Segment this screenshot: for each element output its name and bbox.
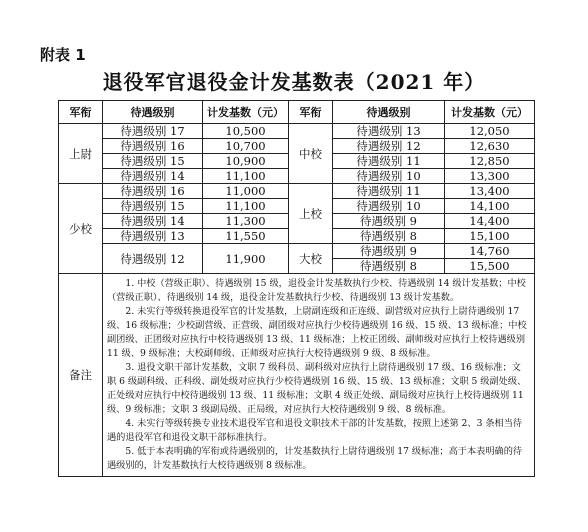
rank-cell: 少校	[59, 184, 103, 274]
notes-row	[59, 274, 535, 477]
level-cell: 待遇级别 14	[103, 169, 203, 184]
level-cell: 待遇级别 8	[333, 259, 445, 274]
level-cell: 待遇级别 14	[103, 214, 203, 229]
table-row	[59, 124, 535, 139]
rank-cell: 上校	[289, 184, 333, 244]
level-cell: 待遇级别 9	[333, 214, 445, 229]
base-cell: 15,500	[445, 259, 535, 274]
level-cell: 待遇级别 17	[103, 124, 203, 139]
base-cell: 15,100	[445, 229, 535, 244]
pay-base-table	[58, 100, 535, 477]
rank-cell: 大校	[289, 244, 333, 274]
base-cell: 11,100	[203, 199, 289, 214]
base-cell: 11,300	[203, 214, 289, 229]
base-cell: 11,100	[203, 169, 289, 184]
table-row	[59, 184, 535, 199]
base-cell: 13,400	[445, 184, 535, 199]
note-item: 5. 低于本表明确的军衔或待遇级别的，计发基数执行上尉待遇级别 17 级标准；高于本表明确的待遇级别的，计发基数执行大校待遇级别 8 级标准。	[107, 446, 523, 471]
base-cell: 11,550	[203, 229, 289, 244]
base-cell: 12,050	[445, 124, 535, 139]
base-cell: 10,900	[203, 154, 289, 169]
note-item: 4. 未实行等级转换专业技术退役军官和退役文职技术干部的计发基数，按照上述第 2、3 条相当待遇的退役军官和退役文职干部标准执行。	[107, 418, 523, 443]
level-cell: 待遇级别 15	[103, 199, 203, 214]
header-rank-left: 军衔	[59, 101, 103, 124]
notes-content	[103, 274, 535, 477]
header-base-right: 计发基数（元）	[445, 101, 535, 124]
rank-cell: 中校	[289, 124, 333, 184]
base-cell: 10,500	[203, 124, 289, 139]
header-row	[59, 101, 535, 124]
base-cell: 12,850	[445, 154, 535, 169]
table-row	[59, 244, 535, 259]
appendix-label: 附表 1	[40, 46, 86, 64]
header-level-left: 待遇级别	[103, 101, 203, 124]
document-title: 退役军官退役金计发基数表（2021 年）	[102, 70, 486, 94]
level-cell: 待遇级别 9	[333, 244, 445, 259]
level-cell: 待遇级别 8	[333, 229, 445, 244]
base-cell: 14,400	[445, 214, 535, 229]
header-base-left: 计发基数（元）	[203, 101, 289, 124]
level-cell: 待遇级别 10	[333, 199, 445, 214]
level-cell: 待遇级别 12	[333, 139, 445, 154]
level-cell: 待遇级别 16	[103, 184, 203, 199]
rank-cell: 上尉	[59, 124, 103, 184]
note-item: 2. 未实行等级转换退役军官的计发基数，上尉副连级和正连级、副营级对应执行上尉待遇级别 17 级、16 级标准；少校副营级、正营级、副团级对应执行少校待遇级别 16 级、15 级、13 级标准；中校副团级、正团级对应执行中校待遇级别 13 级、11 级标准；上校正团级、副师级对应执行上校待遇级别 11 级、9 级标准；大校副师级、正师级对应执行大校待遇级别 9 级、8 级标准。	[107, 306, 527, 359]
level-cell: 待遇级别 11	[333, 184, 445, 199]
base-cell: 10,700	[203, 139, 289, 154]
level-cell: 待遇级别 11	[333, 154, 445, 169]
level-cell: 待遇级别 12	[103, 244, 203, 274]
header-level-right: 待遇级别	[333, 101, 445, 124]
note-item: 3. 退役文职干部计发基数，文职 7 级科员、副科级对应执行上尉待遇级别 17 级、16 级标准；文职 6 级副科级、正科级、副处级对应执行少校待遇级别 16 级、15 级、13 级标准；文职 5 级副处级、正处级对应执行中校待遇级别 13 级、11 级标准；文职 4 级正处级、副局级对应执行上校待遇级别 11 级、9 级标准；文职 3 级副局级、正局级，对应执行大校待遇级别 9 级、8 级标准。	[107, 362, 527, 415]
level-cell: 待遇级别 13	[103, 229, 203, 244]
level-cell: 待遇级别 15	[103, 154, 203, 169]
base-cell: 13,300	[445, 169, 535, 184]
base-cell: 14,100	[445, 199, 535, 214]
base-cell: 12,630	[445, 139, 535, 154]
base-cell: 14,760	[445, 244, 535, 259]
note-item: 1. 中校（营级正职）、待遇级别 15 级，退役金计发基数执行少校、待遇级别 14 级计发基数；中校（营级正职）、待遇级别 14 级，退役金计发基数执行少校、待遇级别 13 级计发基数。	[107, 278, 526, 303]
notes-label: 备注	[59, 274, 103, 477]
level-cell: 待遇级别 13	[333, 124, 445, 139]
base-cell: 11,900	[203, 244, 289, 274]
header-rank-right: 军衔	[289, 101, 333, 124]
level-cell: 待遇级别 16	[103, 139, 203, 154]
base-cell: 11,000	[203, 184, 289, 199]
level-cell: 待遇级别 10	[333, 169, 445, 184]
